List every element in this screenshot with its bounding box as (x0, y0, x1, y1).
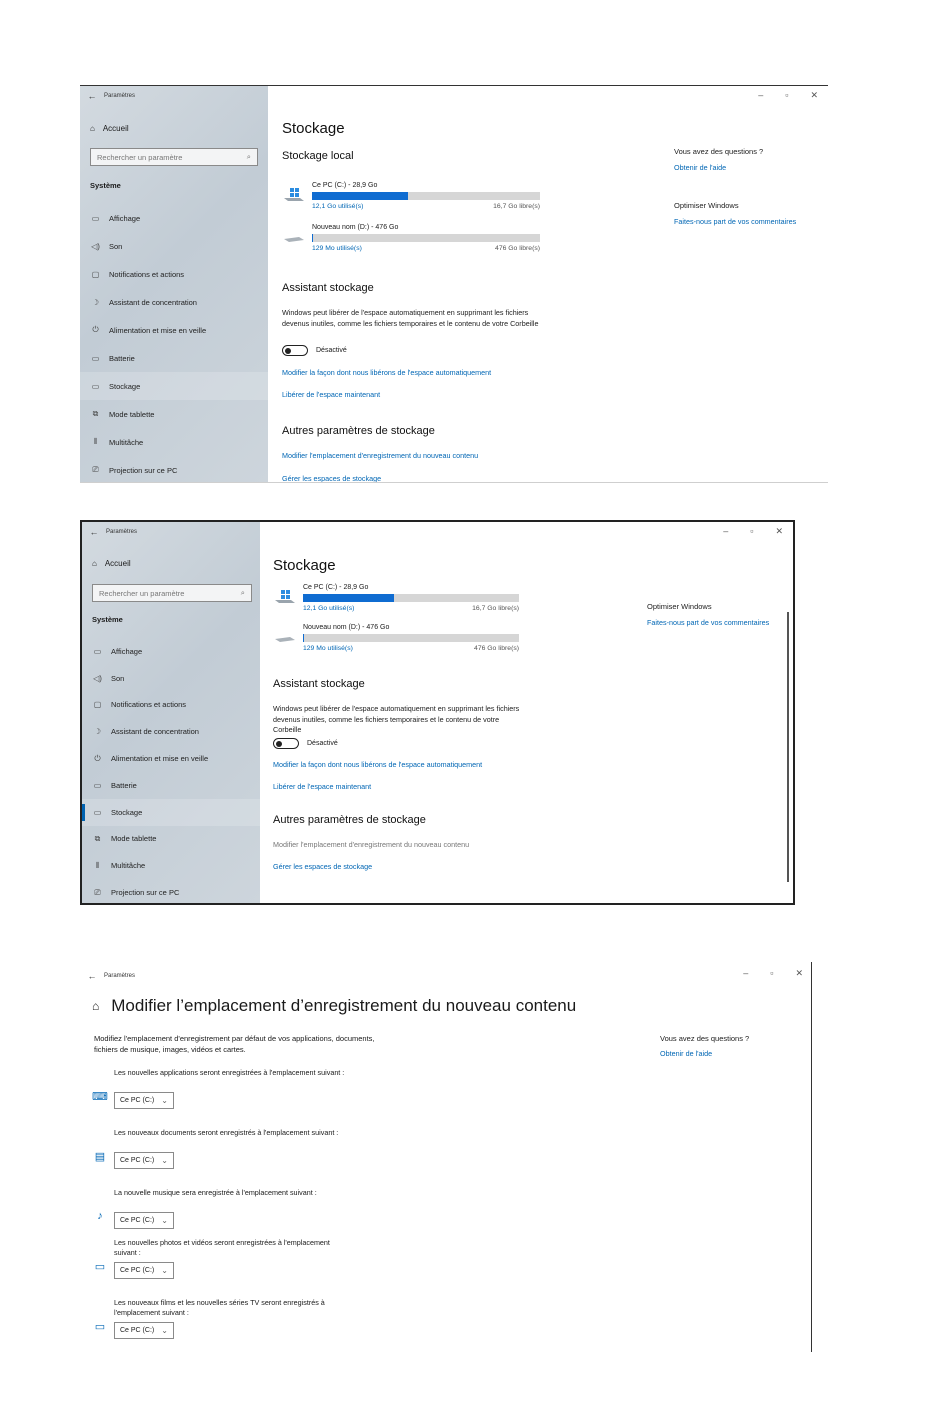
nav-home-label: Accueil (102, 124, 129, 133)
home-icon: ⌂ (92, 559, 97, 568)
sidebar-item-alimentation-et-mise-en-veille[interactable] (82, 745, 260, 772)
maximize-icon[interactable]: ▫ (750, 526, 754, 536)
location-dropdown[interactable] (114, 1262, 174, 1279)
moon-icon: ☽ (91, 297, 100, 307)
drive-free: 16,7 Go libre(s) (493, 203, 540, 210)
close-icon[interactable]: ✕ (775, 526, 783, 536)
location-dropdown[interactable] (114, 1212, 174, 1229)
sidebar-item-label: Son (109, 241, 123, 251)
storage-icon: ▭ (91, 381, 100, 391)
usage-bar-fill (312, 234, 313, 242)
sidebar (82, 522, 260, 903)
storage-sense-toggle[interactable] (282, 345, 347, 356)
sidebar-item-son[interactable] (80, 232, 268, 260)
window-title: Paramètres (104, 973, 136, 979)
sidebar-item-projection-sur-ce-pc[interactable] (82, 879, 260, 905)
windows-drive-icon (284, 188, 304, 202)
usage-bar (312, 234, 540, 242)
sidebar-item-label: Affichage (111, 646, 143, 656)
settings-window-storage-scrolled (80, 520, 795, 905)
settings-window-storage (80, 85, 828, 483)
window-controls (743, 968, 803, 979)
drive-used: 129 Mo utilisé(s) (312, 245, 362, 252)
back-arrow-icon[interactable]: ← (87, 91, 97, 101)
sidebar-item-alimentation-et-mise-en-veille[interactable] (80, 316, 268, 344)
battery-icon: ▭ (93, 780, 102, 790)
sidebar-item-projection-sur-ce-pc[interactable] (80, 456, 268, 483)
window-title: Paramètres (106, 529, 138, 535)
drive-c[interactable] (284, 182, 544, 218)
sidebar-item-label: Alimentation et mise en veille (111, 754, 209, 764)
sidebar-item-mode-tablette[interactable] (80, 400, 268, 428)
minimize-icon[interactable]: – (743, 968, 749, 978)
location-label: La nouvelle musique sera enregistrée à l'emplacement suivant : (114, 1188, 317, 1197)
dropdown-value: Ce PC (C:) (120, 1217, 155, 1224)
drive-used: 12,1 Go utilisé(s) (303, 605, 355, 612)
page-title: Stockage (282, 120, 345, 137)
home-icon[interactable]: ⌂ (92, 999, 100, 1013)
location-dropdown[interactable] (114, 1322, 174, 1339)
usage-bar (312, 192, 540, 200)
assistant-description: Windows peut libérer de l'espace automatiquement en supprimant les fichiers devenus inutiles, comme les fichiers temporaires et le contenu de votre Corbeille (282, 308, 539, 328)
display-icon: ▭ (93, 646, 102, 656)
dropdown-value: Ce PC (C:) (120, 1267, 155, 1274)
chevron-down-icon: ⌄ (161, 1156, 168, 1165)
battery-icon: ▭ (91, 353, 100, 363)
sidebar-item-notifications-et-actions[interactable] (80, 260, 268, 288)
dropdown-value: Ce PC (C:) (120, 1327, 155, 1334)
nav-home[interactable] (92, 559, 131, 568)
local-storage-heading: Stockage local (282, 150, 354, 162)
home-icon: ⌂ (90, 124, 95, 133)
storage-icon: ▭ (93, 807, 102, 817)
toggle-switch[interactable] (282, 345, 308, 356)
chevron-down-icon: ⌄ (161, 1326, 168, 1335)
maximize-icon[interactable]: ▫ (785, 90, 789, 100)
toggle-switch[interactable] (273, 738, 299, 749)
sidebar-item-assistant-de-concentration[interactable] (82, 718, 260, 745)
search-placeholder: Rechercher un paramètre (99, 588, 185, 598)
power-icon: ⏻ (94, 753, 101, 763)
link-free-space-now[interactable]: Libérer de l'espace maintenant (273, 782, 372, 791)
project-icon: ⎚ (92, 465, 99, 474)
titlebar (82, 522, 137, 542)
window-controls (758, 90, 818, 101)
sidebar-item-multitâche[interactable] (80, 428, 268, 456)
sidebar-item-stockage[interactable] (82, 799, 260, 826)
assistant-description: Windows peut libérer de l'espace automatiquement en supprimant les fichiers devenus inutiles, comme les fichiers temporaires et le contenu de votre Corbeille (273, 704, 520, 734)
sidebar-item-label: Affichage (109, 213, 141, 223)
drive-c[interactable] (275, 584, 535, 620)
link-feedback[interactable]: Faites-nous part de vos commentaires (647, 618, 770, 627)
sidebar-item-label: Assistant de concentration (109, 297, 197, 307)
notification-icon: ▢ (93, 700, 102, 710)
usage-bar-fill (312, 192, 408, 200)
drive-icon (275, 630, 295, 644)
dropdown-value: Ce PC (C:) (120, 1097, 155, 1104)
link-get-help[interactable]: Obtenir de l'aide (660, 1049, 713, 1058)
link-modify-auto-free[interactable]: Modifier la façon dont nous libérons de l'espace automatiquement (273, 760, 483, 769)
sidebar-item-label: Notifications et actions (109, 269, 185, 279)
search-input[interactable] (92, 584, 252, 602)
drive-d[interactable] (275, 624, 535, 660)
page-title: Modifier l’emplacement d’enregistrement du nouveau contenu (111, 996, 577, 1015)
chevron-down-icon: ⌄ (161, 1216, 168, 1225)
drive-name: Nouveau nom (D:) - 476 Go (303, 624, 390, 631)
drive-used: 129 Mo utilisé(s) (303, 645, 353, 652)
intro-text: Modifiez l'emplacement d'enregistrement par défaut de vos applications, documents, fichiers de musique, images, vidéos et cartes. (94, 1034, 375, 1054)
questions-heading: Vous avez des questions ? (660, 1034, 750, 1043)
nav-list (82, 638, 260, 905)
sidebar-item-label: Stockage (109, 381, 141, 391)
sidebar-item-batterie[interactable] (82, 772, 260, 799)
toggle-state: Désactivé (316, 347, 347, 354)
window-title: Paramètres (104, 93, 136, 99)
section-title: Système (90, 181, 121, 190)
sidebar-item-affichage[interactable] (82, 638, 260, 665)
close-icon[interactable]: ✕ (795, 968, 803, 978)
drive-name: Ce PC (C:) - 28,9 Go (303, 584, 369, 591)
sidebar-item-label: Mode tablette (109, 409, 155, 419)
search-input[interactable] (90, 148, 258, 166)
speaker-icon: ◁) (91, 241, 100, 251)
link-manage-storage-spaces[interactable]: Gérer les espaces de stockage (273, 862, 373, 871)
sidebar-item-label: Projection sur ce PC (109, 465, 178, 475)
search-icon: ⌕ (240, 588, 245, 597)
sidebar-item-label: Alimentation et mise en veille (109, 325, 207, 335)
moon-icon: ☽ (93, 727, 102, 737)
films-icon: ▭ (94, 1321, 106, 1333)
optimize-heading: Optimiser Windows (647, 602, 712, 611)
chevron-down-icon: ⌄ (161, 1096, 168, 1105)
sidebar-item-notifications-et-actions[interactable] (82, 692, 260, 719)
minimize-icon[interactable]: – (723, 526, 729, 536)
usage-bar (303, 594, 519, 602)
sidebar-item-label: Stockage (111, 807, 143, 817)
sidebar (80, 86, 268, 482)
drive-name: Nouveau nom (D:) - 476 Go (312, 224, 399, 231)
nav-list (80, 204, 268, 483)
link-modify-auto-free[interactable]: Modifier la façon dont nous libérons de l'espace automatiquement (282, 368, 492, 377)
notification-icon: ▢ (91, 269, 100, 279)
link-feedback[interactable]: Faites-nous part de vos commentaires (674, 217, 797, 226)
maximize-icon[interactable]: ▫ (770, 968, 774, 978)
location-dropdown[interactable] (114, 1092, 174, 1109)
display-icon: ▭ (91, 213, 100, 223)
link-free-space-now[interactable]: Libérer de l'espace maintenant (282, 390, 381, 399)
other-settings-heading: Autres paramètres de stockage (282, 425, 435, 437)
optimize-heading: Optimiser Windows (674, 201, 739, 210)
sidebar-item-label: Mode tablette (111, 834, 157, 844)
speaker-icon: ◁) (93, 673, 102, 683)
sidebar-item-batterie[interactable] (80, 344, 268, 372)
power-icon: ⏻ (92, 325, 99, 334)
location-label: Les nouvelles photos et vidéos seront enregistrées à l'emplacement suivant : (114, 1238, 330, 1257)
link-manage-storage-spaces[interactable]: Gérer les espaces de stockage (282, 474, 382, 483)
toggle-state: Désactivé (307, 740, 338, 747)
link-get-help[interactable]: Obtenir de l'aide (674, 163, 727, 172)
sidebar-item-label: Projection sur ce PC (111, 888, 180, 898)
settings-window-save-locations (80, 962, 812, 1352)
sidebar-item-label: Notifications et actions (111, 700, 187, 710)
drive-free: 476 Go libre(s) (474, 645, 519, 652)
location-label: Les nouvelles applications seront enregistrées à l'emplacement suivant : (114, 1068, 345, 1077)
nav-home[interactable] (90, 124, 129, 133)
documents-icon: ▤ (94, 1151, 106, 1163)
window-controls (723, 526, 783, 537)
location-label: Les nouveaux documents seront enregistrés à l'emplacement suivant : (114, 1128, 339, 1137)
main-panel (273, 522, 793, 903)
sidebar-item-multitâche[interactable] (82, 852, 260, 879)
project-icon: ⎚ (94, 887, 101, 897)
sidebar-item-stockage[interactable] (80, 372, 268, 400)
titlebar (80, 86, 135, 106)
location-label: Les nouveaux films et les nouvelles séries TV seront enregistrés à l'emplacement suivant : (114, 1298, 325, 1317)
windows-drive-icon (275, 590, 295, 604)
main-panel (282, 86, 828, 482)
multitask-icon: ⫴ (93, 437, 98, 446)
link-change-save-location[interactable]: Modifier l'emplacement d'enregistrement du nouveau contenu (282, 451, 479, 460)
usage-bar-fill (303, 594, 394, 602)
page-title: Stockage (273, 557, 336, 574)
sidebar-item-label: Batterie (109, 353, 135, 363)
search-placeholder: Rechercher un paramètre (97, 152, 183, 162)
close-icon[interactable]: ✕ (810, 90, 818, 100)
drive-icon (284, 230, 304, 244)
tablet-icon: ⧉ (92, 409, 99, 418)
music-icon: ♪ (97, 1210, 103, 1222)
back-arrow-icon[interactable]: ← (87, 971, 97, 981)
drive-free: 16,7 Go libre(s) (472, 605, 519, 612)
nav-home-label: Accueil (104, 559, 131, 568)
drive-used: 12,1 Go utilisé(s) (312, 203, 364, 210)
storage-sense-toggle[interactable] (273, 738, 338, 749)
sidebar-item-son[interactable] (82, 665, 260, 692)
other-settings-heading: Autres paramètres de stockage (273, 814, 426, 826)
sidebar-item-label: Assistant de concentration (111, 727, 199, 737)
sidebar-item-label: Batterie (111, 780, 137, 790)
drive-name: Ce PC (C:) - 28,9 Go (312, 182, 378, 189)
sidebar-item-affichage[interactable] (80, 204, 268, 232)
back-arrow-icon[interactable]: ← (89, 527, 99, 537)
search-icon: ⌕ (246, 152, 251, 161)
tablet-icon: ⧉ (94, 833, 101, 843)
sidebar-item-mode-tablette[interactable] (82, 826, 260, 853)
sidebar-item-label: Multitâche (109, 437, 144, 447)
section-title: Système (92, 615, 123, 624)
location-dropdown[interactable] (114, 1152, 174, 1169)
chevron-down-icon: ⌄ (161, 1266, 168, 1275)
usage-bar (303, 634, 519, 642)
sidebar-item-label: Multitâche (111, 861, 146, 871)
titlebar (80, 966, 135, 986)
app-icon: ⌨ (92, 1091, 108, 1103)
multitask-icon: ⫴ (95, 860, 100, 870)
sidebar-item-label: Son (111, 673, 125, 683)
usage-bar-fill (303, 634, 304, 642)
drive-d[interactable] (284, 224, 544, 260)
sidebar-item-assistant-de-concentration[interactable] (80, 288, 268, 316)
assistant-heading: Assistant stockage (282, 282, 374, 294)
dropdown-value: Ce PC (C:) (120, 1157, 155, 1164)
change-save-location-disabled: Modifier l'emplacement d'enregistrement du nouveau contenu (273, 840, 470, 849)
assistant-heading: Assistant stockage (273, 678, 365, 690)
page-title-row (92, 996, 576, 1016)
drive-free: 476 Go libre(s) (495, 245, 540, 252)
minimize-icon[interactable]: – (758, 90, 764, 100)
scrollbar[interactable] (787, 612, 789, 882)
photos-icon: ▭ (94, 1261, 106, 1273)
questions-heading: Vous avez des questions ? (674, 147, 764, 156)
